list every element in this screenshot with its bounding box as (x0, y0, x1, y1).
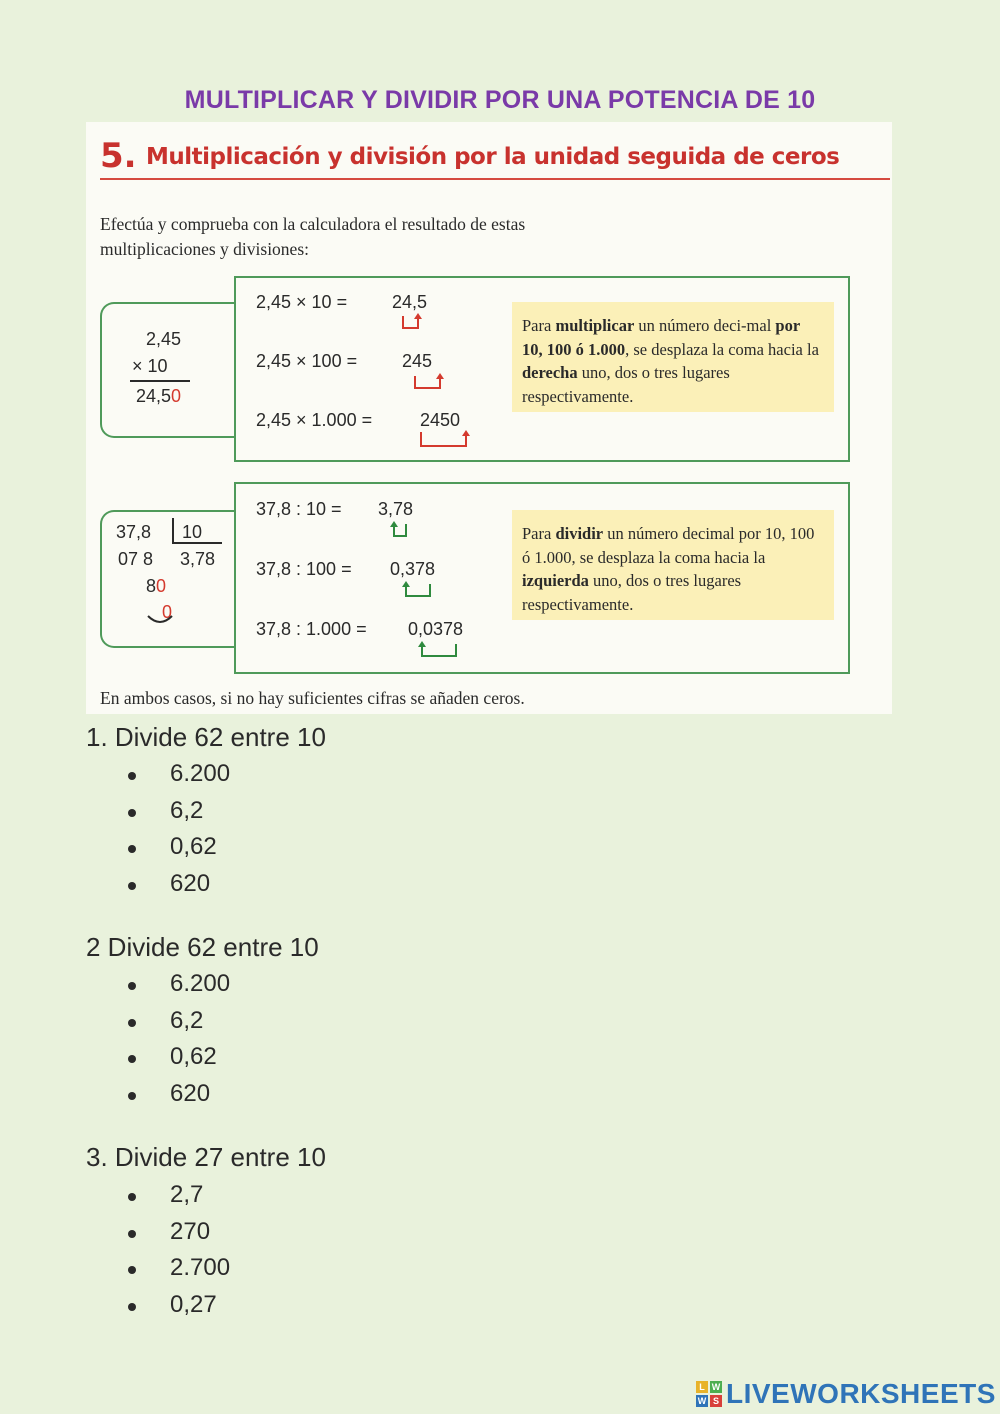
div-calc-dividend: 37,8 (116, 522, 152, 542)
textbook-excerpt-image (86, 122, 892, 714)
div-op-1 (256, 499, 414, 520)
mult-note-bold-1: multiplicar (555, 316, 635, 335)
brand-name: LIVEWORKSHEETS (726, 1378, 996, 1409)
question-2-label: 2 Divide 62 entre 10 (86, 932, 319, 962)
mult-op-1 (256, 292, 428, 313)
mult-calc-line (130, 380, 190, 382)
multiplication-rule-note (512, 302, 834, 412)
mult-op-2-expr: 2,45 × 100 = (256, 351, 358, 371)
mult-calc-result-main: 24,5 (136, 386, 172, 406)
logo-tile: W (711, 1382, 721, 1392)
question-3-option[interactable]: 2.700 (128, 1254, 230, 1291)
question-3-option[interactable]: 2,7 (128, 1181, 230, 1218)
liveworksheets-logo-icon (696, 1381, 722, 1407)
mult-calc-result-zero: 0 (171, 386, 182, 406)
question-3-options (128, 1181, 230, 1327)
question-1-option[interactable]: 6,2 (128, 797, 230, 834)
mult-note-text-4: uno, dos o tres lugares respectivamente. (522, 363, 730, 406)
liveworksheets-brand (696, 1378, 996, 1410)
div-arrow-2-icon (400, 580, 436, 600)
mult-op-1-expr: 2,45 × 10 = (256, 292, 348, 312)
mult-op-2-result: 245 (402, 351, 433, 371)
question-2-option[interactable]: 6,2 (128, 1007, 230, 1044)
logo-tile: W (697, 1396, 707, 1406)
div-op-1-expr: 37,8 : 10 = (256, 499, 342, 519)
mult-op-3 (256, 410, 461, 431)
instruction-line-2: multiplicaciones y divisiones: (100, 239, 310, 259)
mult-note-text-1: Para (522, 316, 556, 335)
question-2-options (128, 970, 230, 1116)
div-note-text-1: Para (522, 524, 556, 543)
div-note-text-2: un número decimal por 10, 100 ó 1.000, se desplaza la coma hacia la (522, 524, 815, 567)
div-note-text-3: uno, dos o tres lugares respectivamente. (522, 571, 742, 614)
mult-note-bold-3: derecha (522, 363, 578, 382)
div-calc-divisor: 10 (182, 522, 203, 542)
section-number: 5. (100, 136, 137, 176)
question-3-label: 3. Divide 27 entre 10 (86, 1142, 326, 1172)
mult-note-text-3: , se desplaza la coma hacia la (625, 339, 819, 359)
div-op-3-result: 0,0378 (408, 619, 464, 639)
div-calc-remainder: 0 (162, 602, 173, 622)
div-op-3-expr: 37,8 : 1.000 = (256, 619, 367, 639)
mult-arrow-3-icon (418, 428, 472, 450)
div-calc-curve-icon (146, 612, 176, 628)
div-calc-row3-digit: 8 (146, 576, 157, 596)
question-3-option[interactable]: 270 (128, 1218, 230, 1255)
question-2-option[interactable]: 0,62 (128, 1043, 230, 1080)
question-1-option[interactable]: 0,62 (128, 833, 230, 870)
question-1-option[interactable]: 6.200 (128, 760, 230, 797)
question-2-option[interactable]: 6.200 (128, 970, 230, 1007)
mult-op-3-expr: 2,45 × 1.000 = (256, 410, 373, 430)
multiplication-connector (114, 302, 236, 304)
question-1-options (128, 760, 230, 906)
logo-tile: L (696, 1381, 708, 1393)
div-op-2 (256, 559, 436, 580)
division-rule-note (512, 510, 834, 620)
mult-note-bold-2: por 10, 100 ó 1.000 (522, 316, 800, 359)
mult-op-2 (256, 351, 433, 372)
mult-calc-result (136, 386, 181, 407)
textbook-footer: En ambos casos, si no hay suficientes cifras se añaden ceros. (100, 688, 525, 708)
question-1-option[interactable]: 620 (128, 870, 230, 907)
question-3-option[interactable]: 0,27 (128, 1291, 230, 1328)
mult-op-3-result: 2450 (420, 410, 461, 430)
division-connector (114, 510, 236, 512)
div-calc-row2: 07 8 (118, 549, 154, 569)
div-calc-quotient: 3,78 (180, 549, 216, 569)
div-op-3 (256, 619, 464, 640)
div-note-bold-1: dividir (555, 524, 604, 543)
question-1-label: 1. Divide 62 entre 10 (86, 722, 326, 752)
mult-calc-top: 2,45 (146, 329, 182, 349)
instruction-text (100, 212, 700, 262)
section-heading (100, 136, 890, 180)
div-calc-row3 (146, 576, 166, 597)
multiplication-calc-box (100, 302, 236, 438)
mult-note-text-2: un número deci-mal (634, 316, 776, 335)
div-arrow-1-icon (388, 520, 412, 540)
mult-op-1-result: 24,5 (392, 292, 428, 312)
mult-arrow-2-icon (412, 372, 446, 392)
div-arrow-3-icon (416, 640, 462, 660)
div-note-bold-2: izquierda (522, 571, 589, 590)
page-title: MULTIPLICAR Y DIVIDIR POR UNA POTENCIA DE 10 (184, 86, 816, 114)
div-op-1-result: 3,78 (378, 499, 414, 519)
div-op-2-expr: 37,8 : 100 = (256, 559, 352, 579)
section-title: Multiplicación y división por la unidad seguida de ceros (146, 144, 840, 170)
div-calc-row3-zero: 0 (156, 576, 167, 596)
question-2-option[interactable]: 620 (128, 1080, 230, 1117)
mult-arrow-1-icon (400, 312, 424, 332)
instruction-line-1: Efectúa y comprueba con la calculadora el resultado de estas (100, 214, 526, 234)
logo-tile: S (710, 1395, 722, 1407)
mult-calc-multiplier: × 10 (132, 356, 168, 376)
div-op-2-result: 0,378 (390, 559, 436, 579)
